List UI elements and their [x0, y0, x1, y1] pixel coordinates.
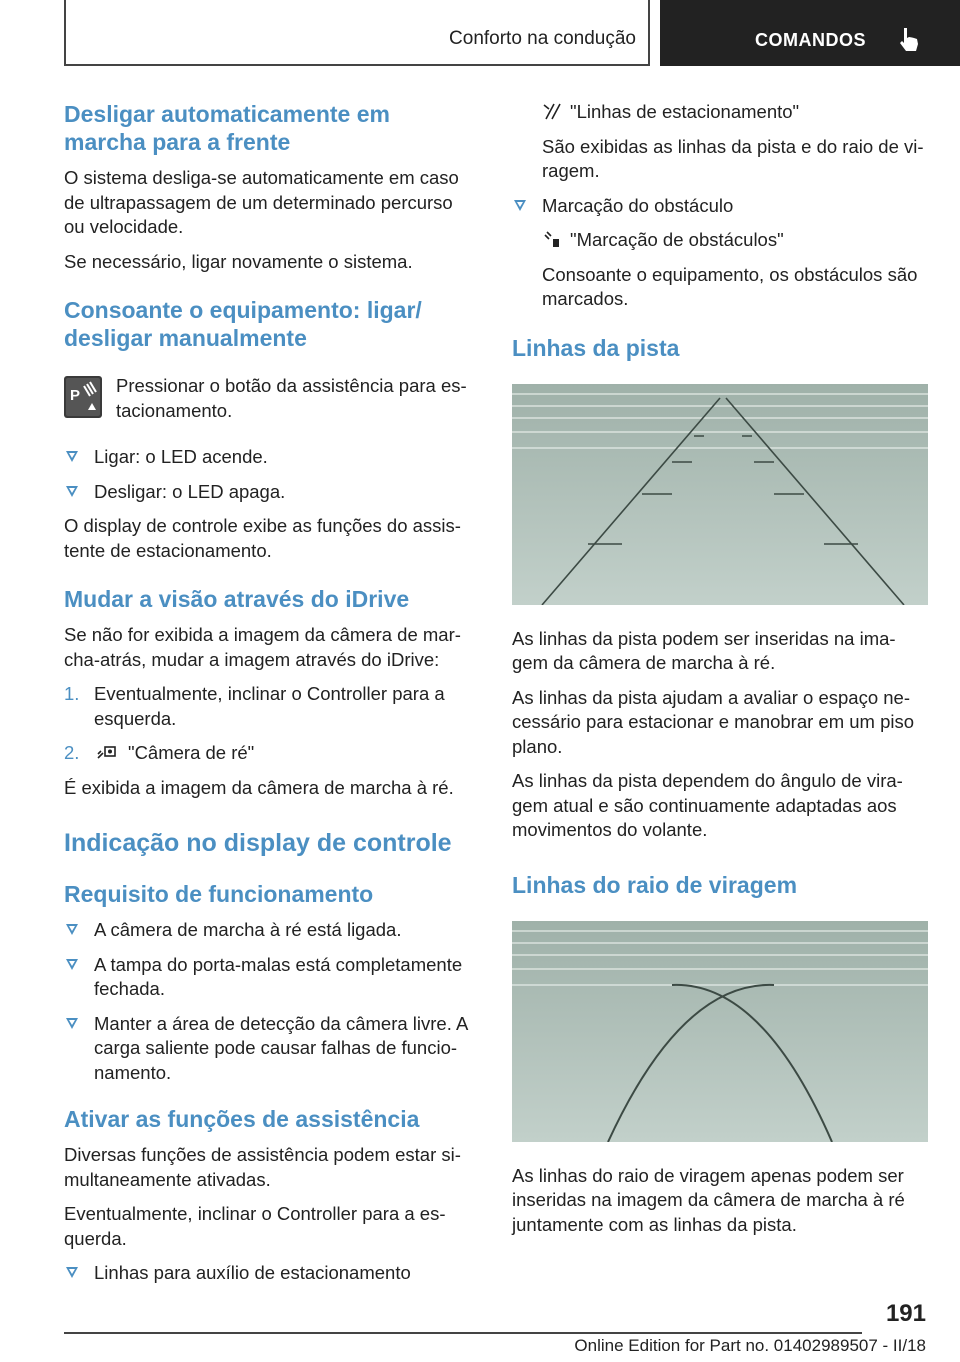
requirement-item — [64, 1012, 478, 1086]
heading-turning-radius: Linhas do raio de viragem — [512, 871, 798, 898]
requirement-text: A câmera de marcha à ré está ligada. — [94, 919, 402, 940]
paragraph-track-3: As linhas da pista dependem do ângulo de vira- gem atual e são continuamente adaptadas aos movimentos do volante. — [512, 770, 903, 840]
footer-rule — [64, 1332, 862, 1334]
button-instruction — [64, 374, 478, 423]
bullet-on — [64, 445, 478, 470]
turning-radius-illustration — [512, 921, 928, 1142]
paragraph-auto-off-1: O sistema desliga-se automaticamente em caso de ultrapassagem de um determinado percurso ou velocidade. — [64, 167, 459, 237]
heading-display-indication: Indicação no display de controle — [64, 829, 452, 857]
requirement-text: Manter a área de detecção da câmera livre. A carga saliente pode causar falhas de funcio- namento. — [94, 1012, 468, 1083]
paragraph-shown: É exibida a imagem da câmera de marcha à ré. — [64, 776, 454, 798]
requirement-item — [64, 953, 478, 1002]
menu-obstacle-marking-label: "Marcação de obstáculos" — [570, 229, 784, 250]
pointing-hand-icon — [894, 24, 924, 54]
requirement-text: A tampa do porta-malas está completamente fechada. — [94, 953, 463, 999]
bullet-off-text: Desligar: o LED apaga. — [94, 480, 286, 502]
menu-parking-lines — [542, 100, 928, 125]
heading-track-lines: Linhas da pista — [512, 334, 680, 361]
heading-assist-functions: Ativar as funções de assistência — [64, 1106, 420, 1132]
left-column — [64, 100, 478, 1296]
button-instruction-text: Pressionar o botão da assistência para es- tacionamento. — [116, 375, 467, 421]
page-number: 191 — [885, 1300, 926, 1327]
right-column — [512, 100, 928, 1237]
heading-requirement: Requisito de funcionamento — [64, 881, 374, 907]
bullet-parking-lines-text: Linhas para auxílio de estacionamento — [94, 1262, 411, 1283]
heading-idrive: Mudar a visão através do iDrive — [64, 586, 410, 612]
paragraph-turning-radius: As linhas do raio de viragem apenas podem ser inseridas na imagem da câmera de marcha à ré juntamente com as linhas da pista. — [512, 1164, 905, 1235]
menu-parking-lines-label: "Linhas de estacionamento" — [570, 101, 800, 122]
step-2 — [64, 741, 478, 766]
paragraph-idrive: Se não for exibida a imagem da câmera de mar- cha-atrás, mudar a imagem através do iDrive: — [64, 624, 461, 670]
step-1-text: Eventualmente, inclinar o Controller para a esquerda. — [94, 683, 445, 729]
heading-manual-switch: Consoante o equipamento: ligar/ desligar manualmente — [64, 297, 422, 351]
footer-edition: Online Edition for Part no. 01402989507 - II/18 — [574, 1336, 926, 1355]
paragraph-track-1: As linhas da pista podem ser inseridas na ima- gem da câmera de marcha à ré. — [512, 627, 896, 673]
paragraph-assist-2: Eventualmente, inclinar o Controller para a es- querda. — [64, 1203, 446, 1249]
heading-auto-off: Desligar automaticamente em marcha para a frente — [64, 101, 390, 155]
paragraph-obstacle: Consoante o equipamento, os obstáculos são marcados. — [542, 263, 918, 309]
paragraph-track-2: As linhas da pista ajudam a avaliar o espaço ne- cessário para estacionar e manobrar em um piso plano. — [512, 686, 915, 757]
requirement-item — [64, 918, 478, 943]
svg-text:P: P — [70, 387, 81, 404]
header-bottom-rule — [64, 64, 650, 66]
paragraph-lines: São exibidas as linhas da pista e do raio de vi- ragem. — [542, 135, 924, 181]
step-2-text: "Câmera de ré" — [128, 742, 255, 763]
bullet-obstacle-text: Marcação do obstáculo — [542, 194, 734, 216]
header-section-title: Conforto na condução — [449, 28, 636, 49]
bullet-obstacle — [512, 194, 928, 219]
paragraph-assist-1: Diversas funções de assistência podem estar si- multaneamente ativadas. — [64, 1144, 461, 1190]
step-1-number: 1. — [64, 683, 80, 704]
bullet-off — [64, 480, 478, 505]
step-1 — [64, 682, 478, 731]
parking-assist-button-icon — [64, 376, 102, 418]
bullet-on-text: Ligar: o LED acende. — [94, 446, 268, 467]
parking-lines-icon — [542, 101, 562, 121]
paragraph-auto-off-2: Se necessário, ligar novamente o sistema. — [64, 250, 413, 272]
obstacle-marking-icon — [542, 229, 562, 249]
menu-obstacle-marking — [542, 228, 928, 253]
track-lines-illustration — [512, 384, 928, 605]
step-2-number: 2. — [64, 742, 80, 763]
header-separator — [648, 0, 650, 66]
header-chapter-label: COMANDOS — [755, 30, 866, 50]
rear-camera-icon — [94, 742, 120, 762]
bullet-parking-lines — [64, 1261, 478, 1286]
paragraph-display: O display de controle exibe as funções do assis- tente de estacionamento. — [64, 515, 461, 561]
header-left-rule — [64, 0, 66, 66]
